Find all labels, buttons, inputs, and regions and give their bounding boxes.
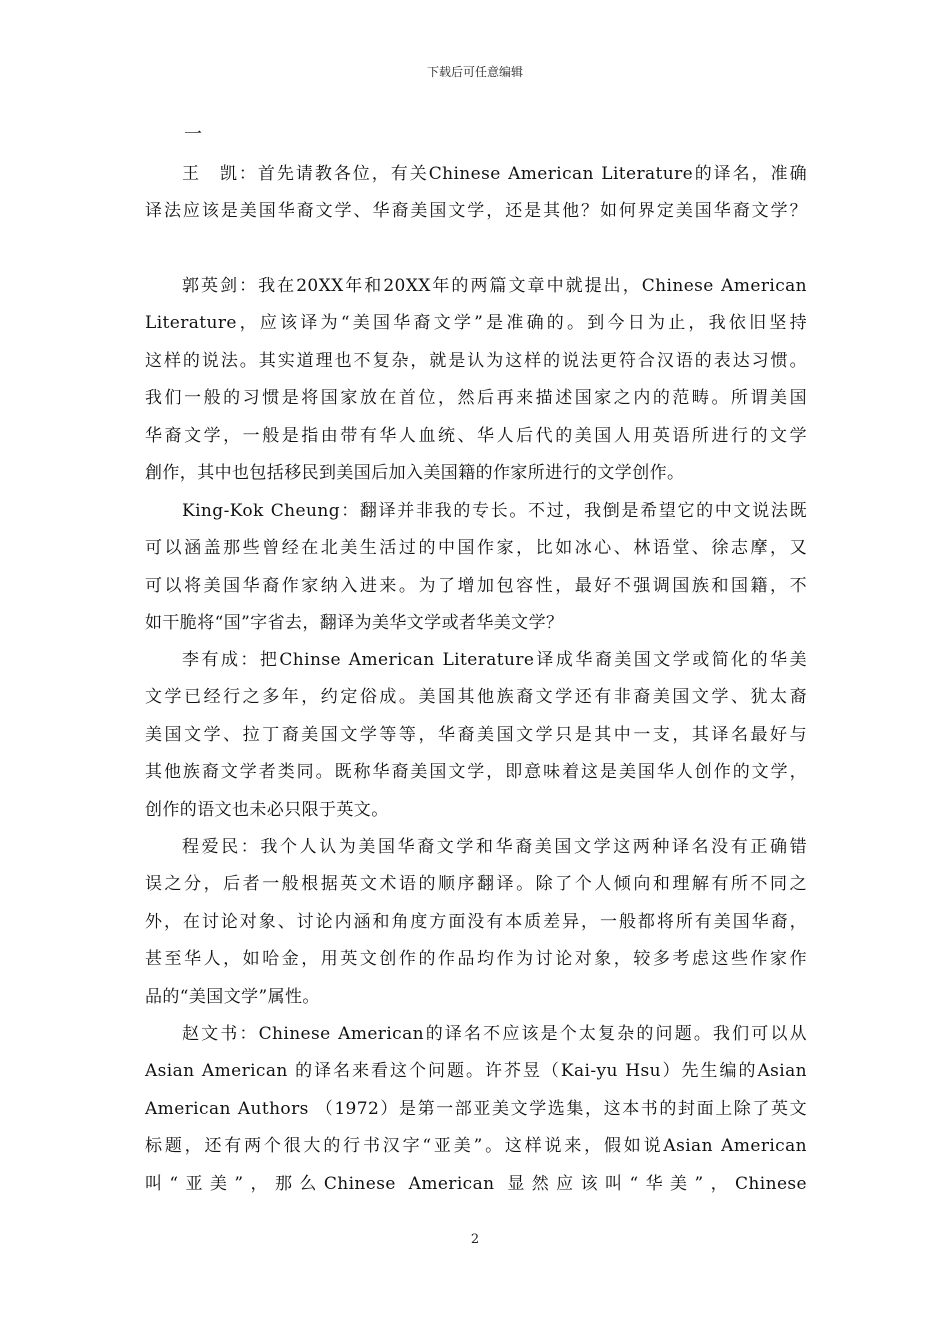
paragraph-line: 误之分，后者一般根据英文术语的顺序翻译。除了个人倾向和理解有所不同之 [145, 874, 807, 895]
paragraph-line: 郭英剑：我在20XX年和20XX年的两篇文章中就提出，Chinese American [182, 276, 807, 296]
paragraph-line: King-Kok Cheung：翻译并非我的专长。不过，我倒是希望它的中文说法既 [182, 501, 807, 521]
paragraph-li-youcheng [145, 642, 807, 829]
paragraph-line: 可以涵盖那些曾经在北美生活过的中国作家，比如冰心、林语堂、徐志摩，又 [145, 538, 807, 559]
paragraph-line: 译法应该是美国华裔文学、华裔美国文学，还是其他？如何界定美国华裔文学？ [145, 201, 807, 222]
paragraph-zhao-wenshu [145, 1016, 807, 1203]
page-number: 2 [470, 1232, 480, 1247]
paragraph-line: 这样的说法。其实道理也不复杂，就是认为这样的说法更符合汉语的表达习惯。 [145, 350, 807, 371]
paragraph-line: 我们一般的习惯是将国家放在首位，然后再来描述国家之内的范畴。所谓美国 [145, 388, 807, 409]
paragraph-line: 文学已经行之多年，约定俗成。美国其他族裔文学还有非裔美国文学、犹太裔 [145, 687, 807, 708]
paragraph-line: 甚至华人，如哈金，用英文创作的作品均作为讨论对象，较多考虑这些作家作 [145, 949, 807, 970]
paragraph-line: 程爱民：我个人认为美国华裔文学和华裔美国文学这两种译名没有正确错 [182, 837, 807, 857]
paragraph-line: Literature，应该译为“美国华裔文学”是准确的。到今日为止，我依旧坚持 [145, 313, 807, 334]
paragraph-line: 李有成：把Chinse American Literature译成华裔美国文学或简化的华美 [182, 650, 807, 670]
paragraph-line: 品的“美国文学”属性。 [145, 986, 320, 1007]
paragraph-line: 可以将美国华裔作家纳入进来。为了增加包容性，最好不强调国族和国籍，不 [145, 575, 807, 596]
paragraph-line: 创作的语文也未必只限于英文。 [145, 799, 389, 820]
paragraph-line: 如干脆将“国”字省去，翻译为美华文学或者华美文学？ [145, 613, 564, 634]
paragraph-line: American Authors （1972）是第一部亚美文学选集，这本书的封面上除了英文 [145, 1098, 807, 1119]
paragraph-line: 叫“亚美”，那么Chinese American 显然应该叫“华美”，Chinese [145, 1173, 807, 1194]
section-mark: 一 [184, 124, 202, 145]
paragraph-line: 赵文书：Chinese American的译名不应该是个太复杂的问题。我们可以从 [182, 1024, 807, 1044]
paragraph-line: Asian American 的译名来看这个问题。许芥昱（Kai-yu Hsu）先生编的Asian [145, 1061, 807, 1082]
paragraph-guo-yingjian [145, 268, 807, 492]
paragraph-line: 标题，还有两个很大的行书汉字“亚美”。这样说来，假如说Asian American [145, 1136, 807, 1157]
paragraph-line: 华裔文学，一般是指由带有华人血统、华人后代的美国人用英语所进行的文学 [145, 425, 807, 446]
paragraph-line: 美国文学、拉丁裔美国文学等等，华裔美国文学只是其中一支，其译名最好与 [145, 724, 807, 745]
paragraph-cheng-aimin [145, 829, 807, 1016]
paragraph-wang-kai [145, 156, 807, 231]
paragraph-line: 其他族裔文学者类同。既称华裔美国文学，即意味着这是美国华人创作的文学， [145, 762, 807, 783]
paragraph-line: 外，在讨论对象、讨论内涵和角度方面没有本质差异，一般都将所有美国华裔， [145, 911, 807, 932]
paragraph-line: 創作，其中也包括移民到美国后加入美国籍的作家所进行的文学创作。 [145, 462, 685, 483]
paragraph-king-kok-cheung [145, 493, 807, 643]
paragraph-line: 王 凯：首先请教各位，有关Chinese American Literature的译名，准确 [182, 164, 807, 184]
page-header: 下载后可任意编辑 [426, 65, 523, 79]
